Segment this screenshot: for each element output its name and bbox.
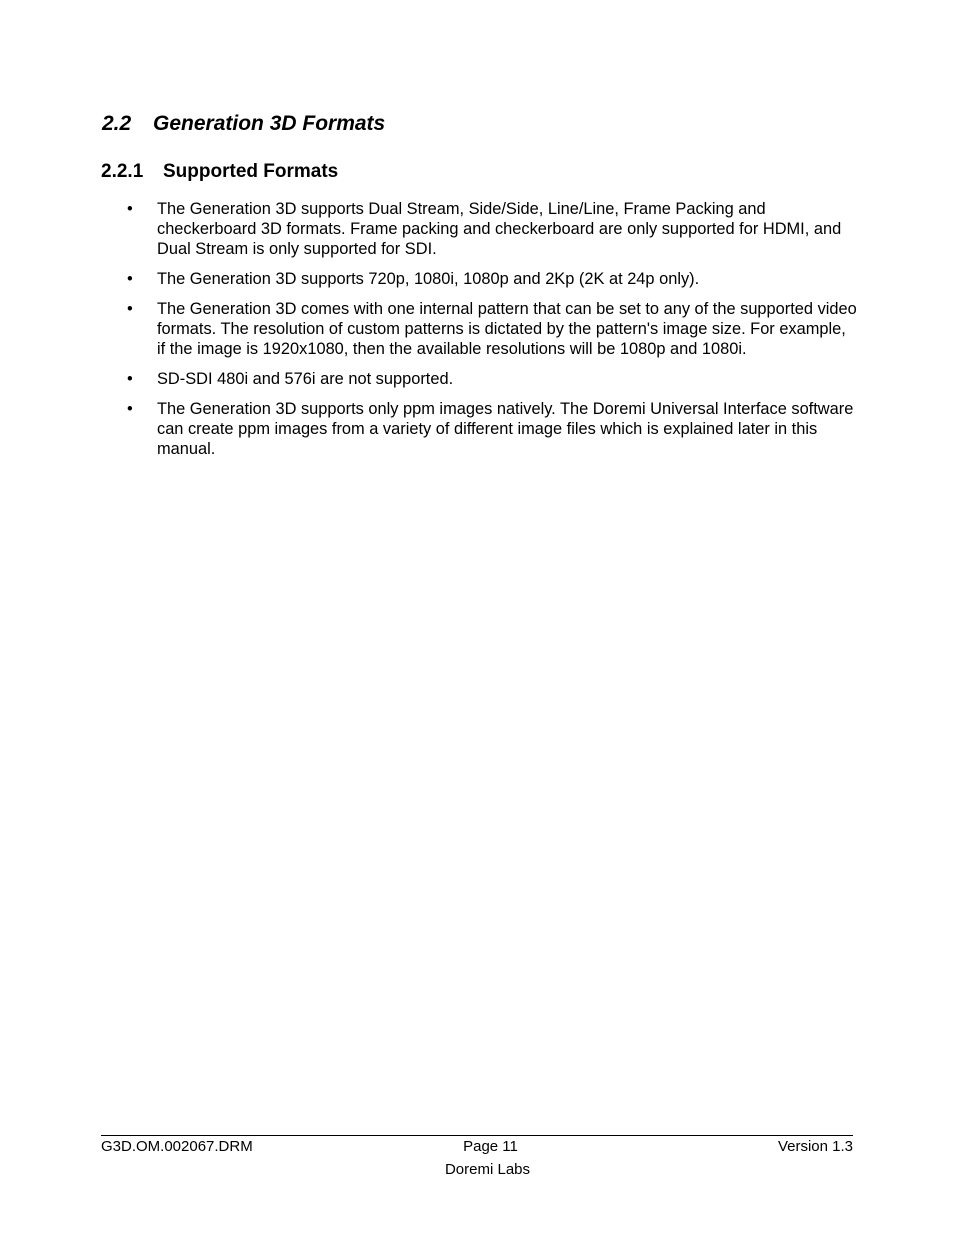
list-item-text: The Generation 3D supports Dual Stream, Side/Side, Line/Line, Frame Packing and checkerboard 3D formats. Frame packing and checkerboard are only supported for HDMI, and Dual Stream is only supported for SDI. [157, 200, 842, 258]
subsection-heading [101, 160, 338, 184]
bullet-icon: • [127, 400, 133, 418]
list-item-text: The Generation 3D supports 720p, 1080i, 1080p and 2Kp (2K at 24p only). [157, 270, 700, 288]
list-item [0, 299, 857, 359]
list-item [0, 399, 857, 459]
footer-version: Version 1.3 [777, 1138, 853, 1155]
footer-document-id: G3D.OM.002067.DRM [101, 1138, 253, 1155]
bullet-icon: • [127, 370, 133, 388]
supported-formats-list [0, 199, 954, 469]
bullet-icon: • [127, 270, 133, 288]
footer-page-number: Page 11 [463, 1138, 518, 1155]
bullet-icon: • [127, 300, 133, 318]
list-item-text: SD-SDI 480i and 576i are not supported. [157, 370, 454, 388]
list-item [0, 199, 857, 259]
list-item [0, 269, 857, 289]
footer-divider [101, 1135, 853, 1136]
section-number: 2.2 [102, 112, 132, 135]
footer-company: Doremi Labs [444, 1161, 531, 1178]
list-item [0, 369, 857, 389]
list-item-text: The Generation 3D comes with one internal pattern that can be set to any of the supported video formats. The resolution of custom patterns is dictated by the pattern's image size. For example, if the image is 1920x1080, then the available resolutions will be 1080p and 1080i. [157, 300, 857, 358]
bullet-icon: • [127, 200, 133, 218]
subsection-number: 2.2.1 [101, 161, 144, 182]
subsection-title: Supported Formats [163, 161, 339, 182]
section-heading [102, 111, 385, 137]
section-title: Generation 3D Formats [153, 112, 386, 135]
list-item-text: The Generation 3D supports only ppm images natively. The Doremi Universal Interface software can create ppm images from a variety of different image files which is explained later in this manual. [157, 400, 854, 458]
